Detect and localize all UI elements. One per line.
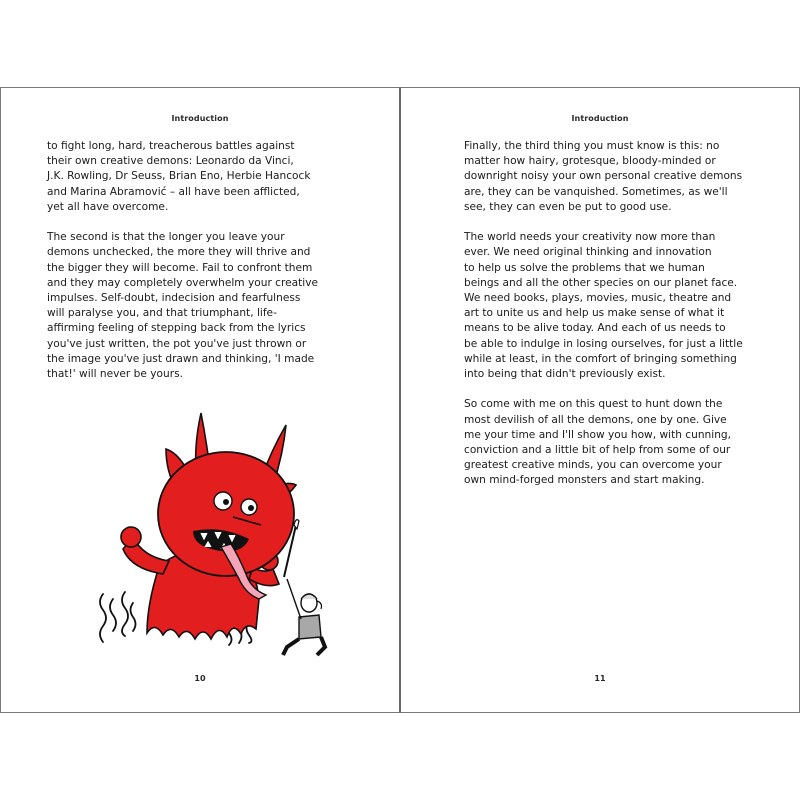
text-line: and Marina Abramović – all have been afflicted,	[47, 185, 300, 198]
text-line: own mind-forged monsters and start making.	[464, 474, 705, 487]
text-line: are, they can be vanquished. Sometimes, as we'll	[464, 185, 728, 198]
text-line: into being that didn't previously exist.	[464, 368, 666, 381]
text-line: be able to indulge in losing ourselves, for just a little	[464, 337, 743, 350]
text-line: yet all have overcome.	[47, 200, 169, 213]
running-head: Introduction	[571, 114, 629, 123]
paragraph	[464, 397, 784, 488]
text-line: to help us solve the problems that we human	[464, 261, 705, 274]
text-line: greatest creative minds, you can overcome your	[464, 459, 722, 472]
running-head: Introduction	[171, 114, 229, 123]
text-line: art to unite us and help us make sense of what it	[464, 307, 725, 320]
paragraph	[47, 139, 367, 215]
page-number: 10	[194, 674, 206, 683]
text-line: affirming feeling of stepping back from the lyrics	[47, 322, 306, 335]
artist-figure	[283, 520, 325, 655]
text-line: Finally, the third thing you must know is this: no	[464, 140, 720, 152]
page-number: 11	[594, 674, 606, 683]
text-line: while at least, in the comfort of bringing something	[464, 352, 737, 365]
paragraph	[464, 139, 784, 215]
text-line: and they may completely overwhelm your creative	[47, 276, 319, 289]
text-line: me your time and I'll show you how, with cunning,	[464, 428, 732, 441]
text-line: The world needs your creativity now more than	[464, 231, 716, 244]
text-line: the image you've just drawn and thinking, 'I made	[47, 352, 315, 365]
left-page	[1, 88, 399, 712]
text-line: matter how hairy, grotesque, bloody-minded or	[464, 155, 716, 168]
text-line: will paralyse you, and that triumphant, life-	[47, 307, 277, 320]
text-line: see, they can even be put to good use.	[464, 200, 672, 213]
demon-figure	[121, 413, 296, 639]
text-line: demons unchecked, the more they will thrive and	[47, 246, 311, 259]
text-line: We need books, plays, movies, music, theatre and	[464, 292, 732, 305]
text-line: means to be alive today. And each of us needs to	[464, 322, 726, 335]
text-line: most devilish of all the demons, one by one. Give	[464, 413, 727, 426]
right-page	[401, 88, 799, 712]
paragraph	[464, 230, 784, 382]
text-line: the bigger they will become. Fail to confront them	[47, 261, 313, 274]
text-line: So come with me on this quest to hunt down the	[464, 398, 723, 411]
text-line: that!' will never be yours.	[47, 368, 183, 381]
body-text	[47, 139, 367, 397]
text-line: The second is that the longer you leave your	[47, 231, 285, 244]
text-line: their own creative demons: Leonardo da Vinci,	[47, 155, 294, 168]
text-line: J.K. Rowling, Dr Seuss, Brian Eno, Herbie Hancock	[47, 170, 311, 183]
text-line: conviction and a little bit of help from some of our	[464, 444, 731, 457]
text-line: ever. We need original thinking and innovation	[464, 246, 712, 259]
text-line: you've just written, the pot you've just thrown or	[47, 337, 307, 350]
text-line: beings and all the other species on our planet face.	[464, 276, 738, 289]
text-line: to fight long, hard, treacherous battles against	[47, 140, 295, 152]
text-line: impulses. Self-doubt, indecision and fearfulness	[47, 292, 301, 305]
text-line: downright noisy your own personal creative demons	[464, 170, 743, 183]
demon-illustration	[81, 389, 351, 659]
body-text	[464, 139, 784, 504]
paragraph	[47, 230, 367, 382]
